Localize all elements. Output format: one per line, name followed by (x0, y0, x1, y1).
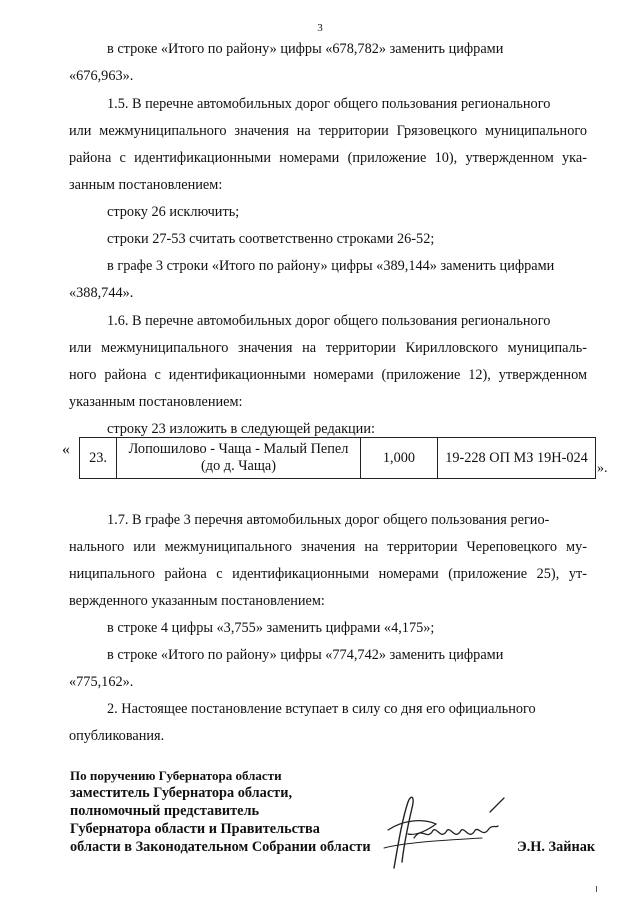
paragraph-line: опубликования. (69, 728, 165, 744)
paragraph-line: 2. Настоящее постановление вступает в силу со дня его официального (107, 701, 536, 717)
paragraph-line: в строке «Итого по району» цифры «774,742» заменить цифрами (107, 647, 504, 663)
road-table (79, 437, 596, 479)
signatory-name: Э.Н. Зайнак (517, 839, 596, 855)
paragraph-line: строку 23 изложить в следующей редакции: (107, 421, 375, 437)
paragraph-line: «388,744». (69, 285, 134, 301)
margin-mark (596, 886, 597, 892)
row-number-cell: 23. (80, 438, 117, 479)
paragraph-line: указанным постановлением: (69, 394, 243, 410)
paragraph-line: вержденного указанным постановлением: (69, 593, 325, 609)
road-name-cell (117, 438, 361, 479)
paragraph-line: 1.7. В графе 3 перечня автомобильных дорог общего пользования регио- (107, 512, 550, 528)
signatory-line: заместитель Губернатора области, (70, 785, 293, 801)
paragraph-line: или межмуниципального значения на территории Грязовецкого муниципального (69, 123, 587, 139)
paragraph-line: 1.6. В перечне автомобильных дорог общего пользования регионального (107, 313, 551, 329)
signatory-line: По поручению Губернатора области (70, 768, 282, 783)
paragraph-line: строку 26 исключить; (107, 204, 240, 220)
close-quote: ». (597, 461, 608, 476)
road-name-line: Лопошилово - Чаща - Малый Пепел (128, 441, 349, 457)
paragraph-line: ного района с идентификационными номерами (приложение 12), утвержденном (69, 367, 587, 383)
paragraph-line: 1.5. В перечне автомобильных дорог общего пользования регионального (107, 96, 551, 112)
paragraph-line: района с идентификационными номерами (приложение 10), утвержденном ука- (69, 150, 587, 166)
paragraph-line: нального или межмуниципального значения на территории Череповецкого му- (69, 539, 587, 555)
id-number-cell: 19-228 ОП МЗ 19Н-024 (438, 438, 596, 479)
page-number: 3 (317, 22, 323, 34)
table-row (80, 438, 596, 479)
paragraph-line: занным постановлением: (69, 177, 223, 193)
paragraph-line: ниципального района с идентификационными номерами (приложение 25), ут- (69, 566, 587, 582)
signatory-line: Губернатора области и Правительства (70, 821, 320, 837)
open-quote: « (62, 441, 70, 458)
paragraph-line: в графе 3 строки «Итого по району» цифры «389,144» заменить цифрами (107, 258, 555, 274)
paragraph-line: строки 27-53 считать соответственно строками 26-52; (107, 231, 435, 247)
paragraph-line: в строке «Итого по району» цифры «678,782» заменить цифрами (107, 41, 504, 57)
signatory-line: области в Законодательном Собрании области (70, 839, 371, 855)
paragraph-line: в строке 4 цифры «3,755» заменить цифрами «4,175»; (107, 620, 435, 636)
road-name-line: (до д. Чаща) (201, 458, 276, 474)
paragraph-line: «775,162». (69, 674, 134, 690)
length-cell: 1,000 (361, 438, 438, 479)
handwritten-signature (378, 790, 528, 880)
paragraph-line: или межмуниципального значения на территории Кирилловского муниципаль- (69, 340, 587, 356)
signatory-line: полномочный представитель (70, 803, 260, 819)
paragraph-line: «676,963». (69, 68, 134, 84)
